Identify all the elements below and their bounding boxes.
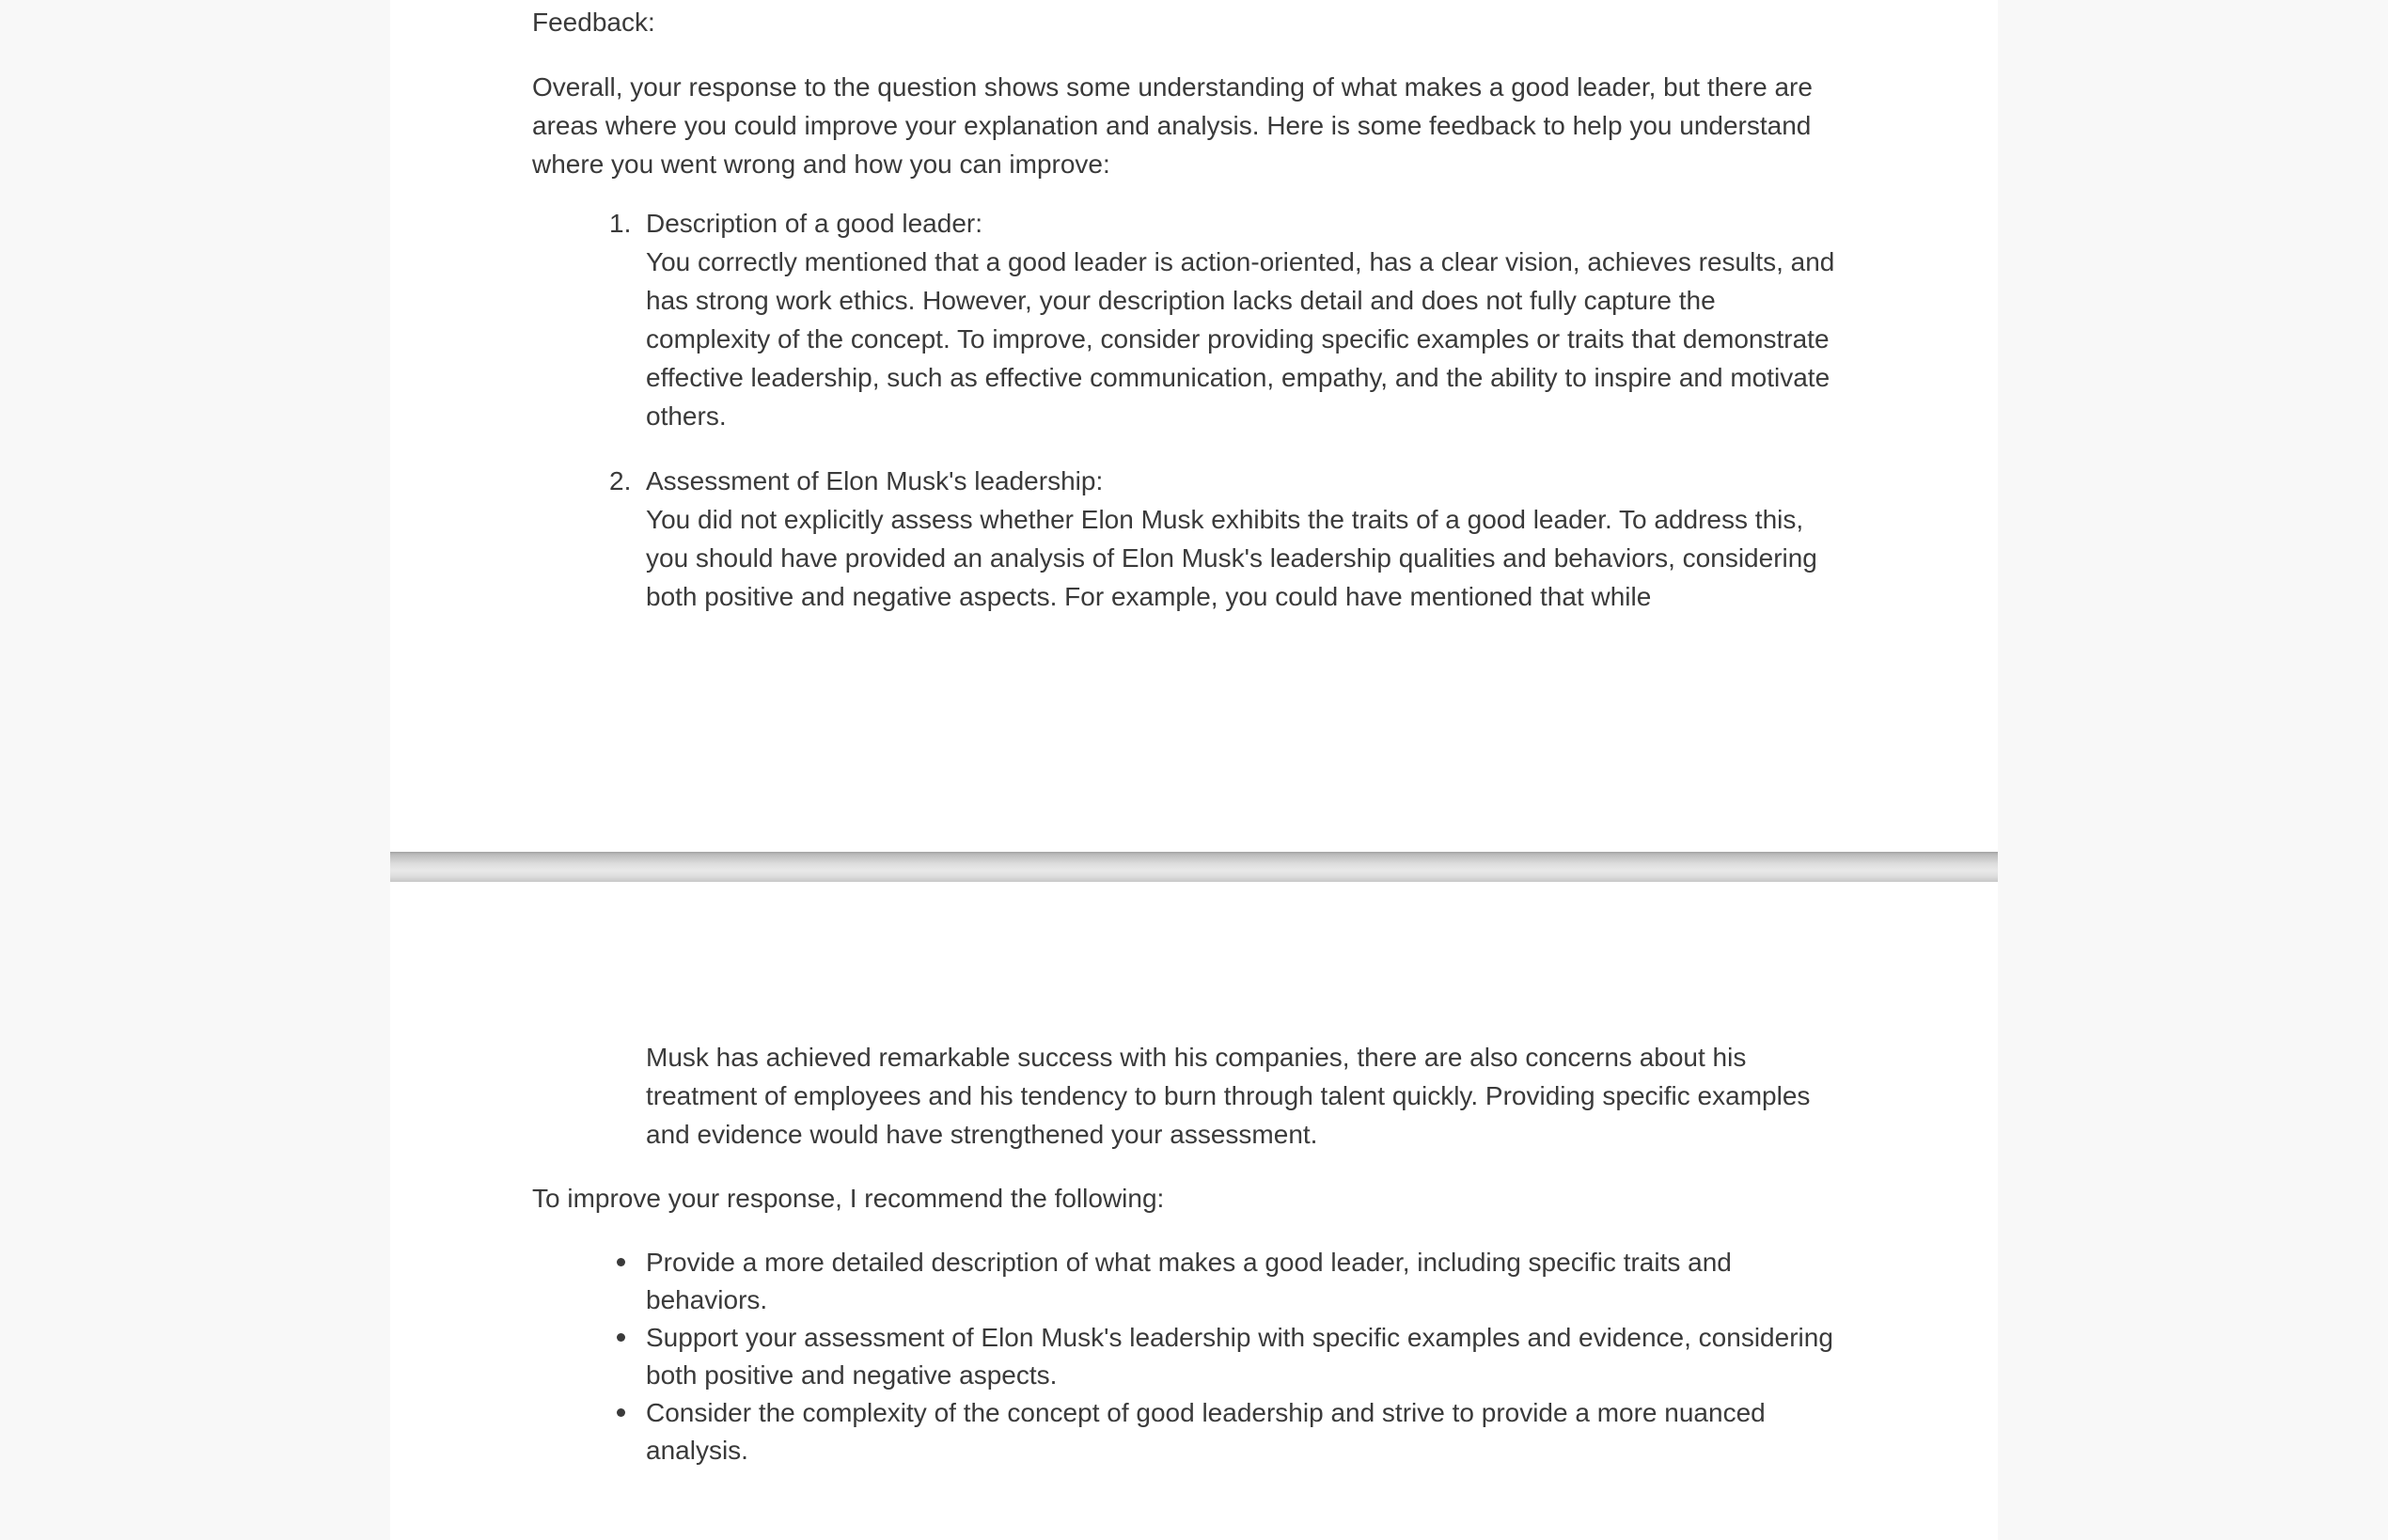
numbered-item-2-title: Assessment of Elon Musk's leadership:: [646, 466, 1104, 495]
numbered-item-2-body: You did not explicitly assess whether Elon Musk exhibits the traits of a good leader. To address this, you should have provided an analysis of Elon Musk's leadership qualities and behaviors, considering both positive and negative aspects. For example, you could have mentioned that while: [646, 505, 1817, 611]
page-1: [390, 0, 1998, 852]
page-2: [390, 882, 1998, 1540]
bullet-item-1: [609, 1244, 1846, 1319]
intro-paragraph: Overall, your response to the question shows some understanding of what makes a good leader, but there are areas where you could improve your explanation and analysis. Here is some feedback to help you understand where you went wrong and how you can improve:: [532, 72, 1813, 179]
numbered-item-1: [609, 204, 1846, 435]
numbered-item-1-body: You correctly mentioned that a good leader is action-oriented, has a clear vision, achieves results, and has strong work ethics. However, your description lacks detail and does not fully capture the complexity of the concept. To improve, consider providing specific examples or traits that demonstrate effective leadership, such as effective communication, empathy, and the ability to inspire and motivate others.: [646, 247, 1835, 431]
numbered-item-2: [609, 462, 1846, 616]
feedback-heading: Feedback:: [532, 8, 655, 37]
bullet-item-2: [609, 1319, 1846, 1394]
numbered-item-1-title: Description of a good leader:: [646, 209, 982, 238]
list-number-1: 1.: [609, 209, 632, 238]
bullet-icon: [617, 1258, 625, 1266]
bullet-item-3: [609, 1394, 1846, 1469]
bullet-icon: [617, 1333, 625, 1342]
recommendation-intro: To improve your response, I recommend the following:: [532, 1184, 1165, 1213]
page-break-separator: [390, 852, 1998, 882]
list-number-2: 2.: [609, 466, 632, 495]
bullet-icon: [617, 1408, 625, 1417]
continuation-paragraph: Musk has achieved remarkable success with his companies, there are also concerns about his treatment of employees and his tendency to burn through talent quickly. Providing specific examples and evidence would have strengthened your assessment.: [646, 1043, 1811, 1149]
recommendation-bullet-list: [609, 1244, 1846, 1469]
bullet-item-3-text: Consider the complexity of the concept of good leadership and strive to provide a more nuanced analysis.: [646, 1398, 1766, 1465]
bullet-item-1-text: Provide a more detailed description of what makes a good leader, including specific traits and behaviors.: [646, 1248, 1732, 1314]
bullet-item-2-text: Support your assessment of Elon Musk's leadership with specific examples and evidence, considering both positive and negative aspects.: [646, 1323, 1833, 1390]
